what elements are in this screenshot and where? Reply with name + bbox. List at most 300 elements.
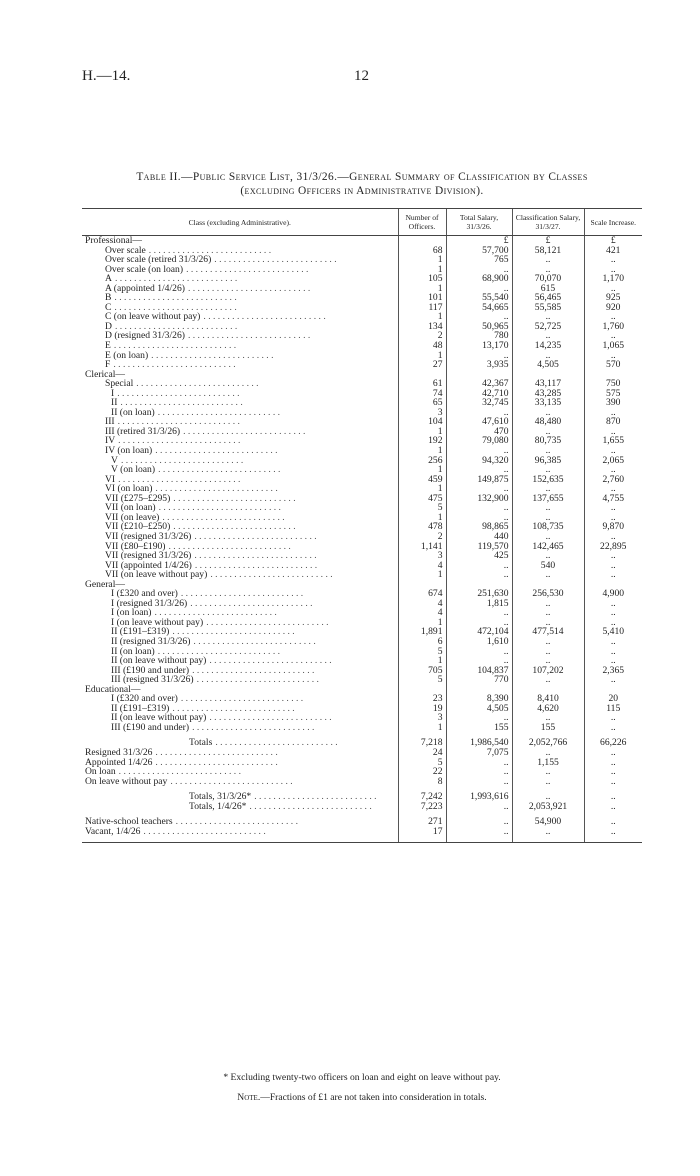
class-label-wrap — [85, 608, 395, 618]
class-label: Educational— — [85, 684, 141, 695]
class-label: III (resigned 31/3/26) — [111, 675, 194, 685]
total-salary-cell: 50,965 — [446, 322, 512, 332]
total-salary-cell: 13,170 — [446, 341, 512, 351]
table-row — [82, 647, 642, 657]
classification-salary-cell — [512, 685, 584, 695]
total-salary-cell: 42,367 — [446, 379, 512, 389]
class-label: VII (resigned 31/3/26) — [105, 551, 192, 561]
class-cell — [82, 284, 398, 294]
class-label-wrap — [85, 580, 395, 590]
scale-increase-cell: .. — [584, 802, 642, 812]
officers-cell: 17 — [398, 827, 446, 837]
class-cell — [82, 827, 398, 837]
classification-salary-cell: £ — [512, 236, 584, 246]
class-cell — [82, 656, 398, 666]
class-cell — [82, 738, 398, 748]
officers-cell: 7,218 — [398, 738, 446, 748]
class-cell — [82, 608, 398, 618]
class-label-wrap — [85, 532, 395, 542]
leader-dots: . . . . . . . . . . . . . . . . . . . . . . . . . . — [192, 722, 315, 733]
classification-salary-cell: 108,735 — [512, 522, 584, 532]
scale-increase-cell: .. — [584, 758, 642, 768]
leader-dots: . . . . . . . . . . . . . . . . . . . . . . . . . . — [162, 512, 285, 523]
leader-dots: . . . . . . . . . . . . . . . . . . . . . . . . . . — [117, 388, 240, 399]
table-row — [82, 284, 642, 294]
classification-salary-cell: .. — [512, 748, 584, 758]
leader-dots: . . . . . . . . . . . . . . . . . . . . . . . . . . — [157, 646, 281, 657]
table-row — [82, 532, 642, 542]
scale-increase-cell: .. — [584, 713, 642, 723]
table-row — [82, 599, 642, 609]
class-cell — [82, 685, 398, 695]
leader-dots: . . . . . . . . . . . . . . . . . . . . . . . . . . — [114, 302, 237, 313]
classification-salary-cell: .. — [512, 570, 584, 580]
scale-increase-cell: .. — [584, 827, 642, 837]
class-cell — [82, 503, 398, 513]
class-label: A — [105, 274, 112, 284]
rule-cell — [446, 836, 512, 843]
class-label: VII (£210–£250) — [105, 522, 171, 532]
table-row — [82, 589, 642, 599]
class-label: B — [105, 293, 112, 303]
class-label-wrap — [85, 236, 395, 246]
class-label-wrap — [85, 656, 395, 666]
leader-dots: . . . . . . . . . . . . . . . . . . . . . . . . . . — [254, 792, 377, 802]
class-label-wrap — [85, 589, 395, 599]
class-label-wrap — [85, 817, 395, 827]
officers-cell: 74 — [398, 389, 446, 399]
classification-salary-cell: .. — [512, 408, 584, 418]
table-row — [82, 398, 642, 408]
col-header-number-of-officers: Number of Officers. — [398, 209, 446, 236]
class-label: General— — [85, 579, 125, 590]
total-salary-cell: 765 — [446, 255, 512, 265]
leader-dots: . . . . . . . . . . . . . . . . . . . . . . . . . . — [173, 493, 296, 504]
officers-cell: 4 — [398, 599, 446, 609]
scale-increase-cell: 1,170 — [584, 274, 642, 284]
class-label: Professional— — [85, 235, 143, 246]
footnote: * Excluding twenty-two officers on loan and eight on leave without pay. — [223, 1072, 501, 1083]
table-row — [82, 817, 642, 827]
leader-dots: . . . . . . . . . . . . . . . . . . . . . . . . . . — [215, 738, 338, 748]
table-row — [82, 370, 642, 380]
scale-increase-cell: 920 — [584, 303, 642, 313]
class-label: E — [105, 341, 111, 351]
class-cell — [82, 647, 398, 657]
classification-salary-cell: 477,514 — [512, 627, 584, 637]
classification-salary-cell: 70,070 — [512, 274, 584, 284]
scale-increase-cell: .. — [584, 484, 642, 494]
class-label: I (£320 and over) — [111, 589, 178, 599]
table-row — [82, 341, 642, 351]
class-label-wrap — [85, 792, 395, 802]
table-header-row — [82, 209, 642, 236]
officers-cell: 459 — [398, 475, 446, 485]
classification-salary-cell: .. — [512, 656, 584, 666]
class-label: C — [105, 302, 112, 313]
scale-increase-cell: .. — [584, 618, 642, 628]
classification-salary-cell: 2,052,766 — [512, 738, 584, 748]
scale-increase-cell: .. — [584, 637, 642, 647]
classification-salary-cell: 540 — [512, 561, 584, 571]
class-label: VI — [105, 474, 116, 485]
class-label: V — [111, 455, 118, 466]
officers-cell: 6 — [398, 637, 446, 647]
class-label-wrap — [85, 802, 395, 812]
table-row — [82, 322, 642, 332]
leader-dots: . . . . . . . . . . . . . . . . . . . . . . . . . . — [186, 264, 309, 275]
class-label-wrap — [85, 293, 395, 303]
class-label: I — [111, 388, 115, 399]
class-label: II (resigned 31/3/26) — [111, 636, 191, 647]
class-label: A (appointed 1/4/26) — [105, 283, 185, 294]
class-label: IV — [105, 436, 116, 447]
table-row — [82, 331, 642, 341]
table-row — [82, 522, 642, 532]
total-salary-cell: 104,837 — [446, 666, 512, 676]
class-cell — [82, 427, 398, 437]
leader-dots: . . . . . . . . . . . . . . . . . . . . . . . . . . — [190, 598, 313, 609]
table-row — [82, 627, 642, 637]
scale-increase-cell: .. — [584, 767, 642, 777]
class-label: Over scale (on loan) — [105, 264, 184, 275]
class-cell — [82, 777, 398, 787]
total-salary-cell: 98,865 — [446, 522, 512, 532]
leader-dots: . . . . . . . . . . . . . . . . . . . . . . . . . . — [194, 551, 317, 561]
table-row — [82, 427, 642, 437]
scale-increase-cell: 4,900 — [584, 589, 642, 599]
class-label-wrap — [85, 427, 395, 437]
class-label-wrap — [85, 777, 395, 787]
leader-dots: . . . . . . . . . . . . . . . . . . . . . . . . . . — [148, 245, 272, 256]
class-cell — [82, 255, 398, 265]
class-label-wrap — [85, 379, 395, 389]
leader-dots: . . . . . . . . . . . . . . . . . . . . . . . . . . — [173, 522, 296, 532]
scale-increase-cell: .. — [584, 513, 642, 523]
scale-increase-cell: .. — [584, 255, 642, 265]
class-label: IV (on loan) — [105, 446, 153, 456]
scale-increase-cell: .. — [584, 427, 642, 437]
total-salary-cell: .. — [446, 647, 512, 657]
rule-cell — [398, 836, 446, 843]
scale-increase-cell: 2,365 — [584, 666, 642, 676]
total-salary-cell: .. — [446, 570, 512, 580]
leader-dots: . . . . . . . . . . . . . . . . . . . . . . . . . . — [203, 312, 326, 322]
leader-dots: . . . . . . . . . . . . . . . . . . . . . . . . . . — [180, 694, 304, 704]
officers-cell: 1 — [398, 351, 446, 361]
classification-salary-cell: .. — [512, 767, 584, 777]
table-title-main: —Public Service List, 31/3/26.—General Summary of Classification by Classes — [181, 171, 588, 183]
class-cell — [82, 748, 398, 758]
table-row — [82, 246, 642, 256]
class-label-wrap — [85, 494, 395, 504]
scale-increase-cell: 66,226 — [584, 738, 642, 748]
officers-cell: 5 — [398, 647, 446, 657]
class-label-wrap — [85, 398, 395, 408]
table-title-line-1 — [82, 170, 642, 184]
officers-cell: 7,242 — [398, 792, 446, 802]
leader-dots: . . . . . . . . . . . . . . . . . . . . . . . . . . — [172, 703, 295, 714]
leader-dots: . . . . . . . . . . . . . . . . . . . . . . . . . . — [180, 589, 304, 599]
class-cell — [82, 580, 398, 590]
table-title-line-2: (excluding Officers in Administrative Division). — [240, 185, 484, 197]
scale-increase-cell: 5,410 — [584, 627, 642, 637]
total-salary-cell: .. — [446, 284, 512, 294]
class-cell — [82, 522, 398, 532]
total-salary-cell: 32,745 — [446, 398, 512, 408]
scale-increase-cell: .. — [584, 446, 642, 456]
class-label-wrap — [85, 255, 395, 265]
table-bottom-rule — [82, 836, 642, 843]
total-salary-cell: .. — [446, 802, 512, 812]
class-label-wrap — [85, 599, 395, 609]
class-label: Totals, 1/4/26* — [189, 801, 247, 812]
classification-salary-cell: .. — [512, 513, 584, 523]
class-cell — [82, 618, 398, 628]
table-row — [82, 456, 642, 466]
class-cell — [82, 802, 398, 812]
table-row — [82, 274, 642, 284]
officers-cell: 105 — [398, 274, 446, 284]
class-cell — [82, 408, 398, 418]
total-salary-cell: .. — [446, 503, 512, 513]
class-cell — [82, 675, 398, 685]
leader-dots: . . . . . . . . . . . . . . . . . . . . . . . . . . — [154, 608, 277, 618]
class-label-wrap — [85, 484, 395, 494]
class-label-wrap — [85, 738, 395, 748]
total-salary-cell — [446, 370, 512, 380]
class-label-wrap — [85, 748, 395, 758]
officers-cell: 1,141 — [398, 542, 446, 552]
table-row — [82, 236, 642, 246]
class-label-wrap — [85, 637, 395, 647]
total-salary-cell: 1,986,540 — [446, 738, 512, 748]
officers-cell — [398, 580, 446, 590]
table-row — [82, 777, 642, 787]
classification-salary-cell: 615 — [512, 284, 584, 294]
col-header-classification-salary: Classification Salary, 31/3/27. — [512, 209, 584, 236]
leader-dots: . . . . . . . . . . . . . . . . . . . . . . . . . . — [143, 826, 266, 837]
scale-increase-cell — [584, 685, 642, 695]
leader-dots: . . . . . . . . . . . . . . . . . . . . . . . . . . — [175, 817, 298, 827]
class-label-wrap — [85, 758, 395, 768]
total-salary-cell: 1,610 — [446, 637, 512, 647]
leader-dots: . . . . . . . . . . . . . . . . . . . . . . . . . . — [168, 541, 291, 552]
classification-salary-cell: 142,465 — [512, 542, 584, 552]
classification-salary-cell: .. — [512, 331, 584, 341]
table-row — [82, 484, 642, 494]
officers-cell: 1 — [398, 723, 446, 733]
scale-increase-cell: .. — [584, 675, 642, 685]
class-label-wrap — [85, 436, 395, 446]
leader-dots: . . . . . . . . . . . . . . . . . . . . . . . . . . — [196, 675, 319, 685]
scale-increase-cell: 870 — [584, 417, 642, 427]
table-title-prefix: Table II. — [136, 171, 182, 183]
leader-dots: . . . . . . . . . . . . . . . . . . . . . . . . . . — [249, 801, 372, 812]
scale-increase-cell: .. — [584, 408, 642, 418]
leader-dots: . . . . . . . . . . . . . . . . . . . . . . . . . . — [209, 713, 332, 723]
officers-cell: 475 — [398, 494, 446, 504]
class-label-wrap — [85, 274, 395, 284]
class-label-wrap — [85, 513, 395, 523]
total-salary-cell: 425 — [446, 551, 512, 561]
classification-salary-cell: 8,410 — [512, 694, 584, 704]
total-salary-cell: .. — [446, 351, 512, 361]
scale-increase-cell: 22,895 — [584, 542, 642, 552]
total-salary-cell: 119,570 — [446, 542, 512, 552]
class-label: III (£190 and under) — [111, 665, 190, 676]
class-cell — [82, 542, 398, 552]
classification-salary-cell: .. — [512, 446, 584, 456]
table-row — [82, 738, 642, 748]
total-salary-cell: 155 — [446, 723, 512, 733]
class-cell — [82, 475, 398, 485]
total-salary-cell: .. — [446, 312, 512, 322]
total-salary-cell: .. — [446, 446, 512, 456]
classification-salary-cell: .. — [512, 618, 584, 628]
total-salary-cell: .. — [446, 827, 512, 837]
leader-dots: . . . . . . . . . . . . . . . . . . . . . . . . . . — [206, 617, 329, 628]
officers-cell: 1 — [398, 427, 446, 437]
table-title — [82, 170, 642, 198]
classification-salary-cell: .. — [512, 503, 584, 513]
class-label-wrap — [85, 723, 395, 733]
total-salary-cell: 132,900 — [446, 494, 512, 504]
classification-salary-cell: .. — [512, 827, 584, 837]
col-header-scale-increase: Scale Increase. — [584, 209, 642, 236]
class-label: III — [105, 417, 115, 427]
class-label-wrap — [85, 704, 395, 714]
officers-cell: 478 — [398, 522, 446, 532]
officers-cell: 48 — [398, 341, 446, 351]
total-salary-cell: 472,104 — [446, 627, 512, 637]
officers-cell: 256 — [398, 456, 446, 466]
leader-dots: . . . . . . . . . . . . . . . . . . . . . . . . . . — [114, 293, 237, 303]
class-label-wrap — [85, 561, 395, 571]
class-cell — [82, 265, 398, 275]
total-salary-cell: 54,665 — [446, 303, 512, 313]
class-cell — [82, 599, 398, 609]
table-row — [82, 436, 642, 446]
note-text: —Fractions of £1 are not taken into consideration in totals. — [260, 1092, 487, 1103]
class-cell — [82, 694, 398, 704]
note-prefix: Note. — [237, 1092, 261, 1103]
table-row — [82, 417, 642, 427]
table-row — [82, 408, 642, 418]
total-salary-cell: 1,815 — [446, 599, 512, 609]
scale-increase-cell: £ — [584, 236, 642, 246]
classification-salary-cell: .. — [512, 792, 584, 802]
scale-increase-cell: .. — [584, 312, 642, 322]
officers-cell — [398, 370, 446, 380]
leader-dots: . . . . . . . . . . . . . . . . . . . . . . . . . . — [183, 426, 306, 437]
class-cell — [82, 236, 398, 246]
class-label: F — [105, 360, 111, 370]
class-label: VII (appointed 1/4/26) — [105, 560, 192, 571]
class-cell — [82, 341, 398, 351]
leader-dots: . . . . . . . . . . . . . . . . . . . . . . . . . . — [118, 436, 241, 447]
total-salary-cell: 149,875 — [446, 475, 512, 485]
class-label: Native-school teachers — [85, 817, 173, 827]
document-code: H.—14. — [82, 68, 131, 84]
table-row — [82, 608, 642, 618]
leader-dots: . . . . . . . . . . . . . . . . . . . . . . . . . . — [155, 757, 278, 768]
class-label-wrap — [85, 456, 395, 466]
leader-dots: . . . . . . . . . . . . . . . . . . . . . . . . . . — [193, 636, 316, 647]
classification-salary-cell: .. — [512, 675, 584, 685]
class-label: Over scale (retired 31/3/26) — [105, 255, 212, 265]
table-row — [82, 802, 642, 812]
total-salary-cell: .. — [446, 465, 512, 475]
table-row — [82, 389, 642, 399]
scale-increase-cell: .. — [584, 817, 642, 827]
classification-salary-cell: .. — [512, 532, 584, 542]
scale-increase-cell: 1,760 — [584, 322, 642, 332]
table-row — [82, 758, 642, 768]
officers-cell: 1,891 — [398, 627, 446, 637]
officers-cell: 27 — [398, 360, 446, 370]
class-label-wrap — [85, 570, 395, 580]
leader-dots: . . . . . . . . . . . . . . . . . . . . . . . . . . — [155, 747, 278, 758]
total-salary-cell: .. — [446, 777, 512, 787]
rule-cell — [512, 836, 584, 843]
leader-dots: . . . . . . . . . . . . . . . . . . . . . . . . . . — [170, 776, 293, 787]
class-cell — [82, 246, 398, 256]
class-label-wrap — [85, 341, 395, 351]
leader-dots: . . . . . . . . . . . . . . . . . . . . . . . . . . — [120, 455, 244, 466]
leader-dots: . . . . . . . . . . . . . . . . . . . . . . . . . . — [120, 398, 243, 408]
table-row — [82, 503, 642, 513]
classification-salary-cell: .. — [512, 351, 584, 361]
class-label-wrap — [85, 522, 395, 532]
classification-salary-cell: .. — [512, 777, 584, 787]
classification-salary-cell: .. — [512, 599, 584, 609]
class-cell — [82, 456, 398, 466]
class-label: E (on loan) — [105, 350, 149, 361]
table-row — [82, 265, 642, 275]
scale-increase-cell: .. — [584, 351, 642, 361]
class-cell — [82, 312, 398, 322]
scale-increase-cell: 2,065 — [584, 456, 642, 466]
class-cell — [82, 370, 398, 380]
leader-dots: . . . . . . . . . . . . . . . . . . . . . . . . . . — [209, 656, 332, 666]
classification-salary-cell: 152,635 — [512, 475, 584, 485]
classification-salary-cell: 54,900 — [512, 817, 584, 827]
table-row — [82, 293, 642, 303]
class-label-wrap — [85, 246, 395, 256]
total-salary-cell: 251,630 — [446, 589, 512, 599]
class-label: VII (£80–£190) — [105, 541, 166, 552]
classification-salary-cell: 43,117 — [512, 379, 584, 389]
class-cell — [82, 532, 398, 542]
class-label: Vacant, 1/4/26 — [85, 826, 141, 837]
classification-salary-cell: 2,053,921 — [512, 802, 584, 812]
total-salary-cell — [446, 580, 512, 590]
leader-dots: . . . . . . . . . . . . . . . . . . . . . . . . . . — [114, 274, 238, 284]
table-row — [82, 542, 642, 552]
class-cell — [82, 417, 398, 427]
leader-dots: . . . . . . . . . . . . . . . . . . . . . . . . . . — [194, 560, 318, 571]
class-label: VII (on leave) — [105, 512, 160, 523]
class-label: II (on leave without pay) — [111, 713, 207, 723]
class-cell — [82, 767, 398, 777]
table-row — [82, 827, 642, 837]
classification-salary-cell: 48,480 — [512, 417, 584, 427]
scale-increase-cell: .. — [584, 748, 642, 758]
class-label: II (£191–£319) — [111, 703, 170, 714]
class-label: Totals — [189, 738, 213, 748]
classification-salary-cell: 55,585 — [512, 303, 584, 313]
